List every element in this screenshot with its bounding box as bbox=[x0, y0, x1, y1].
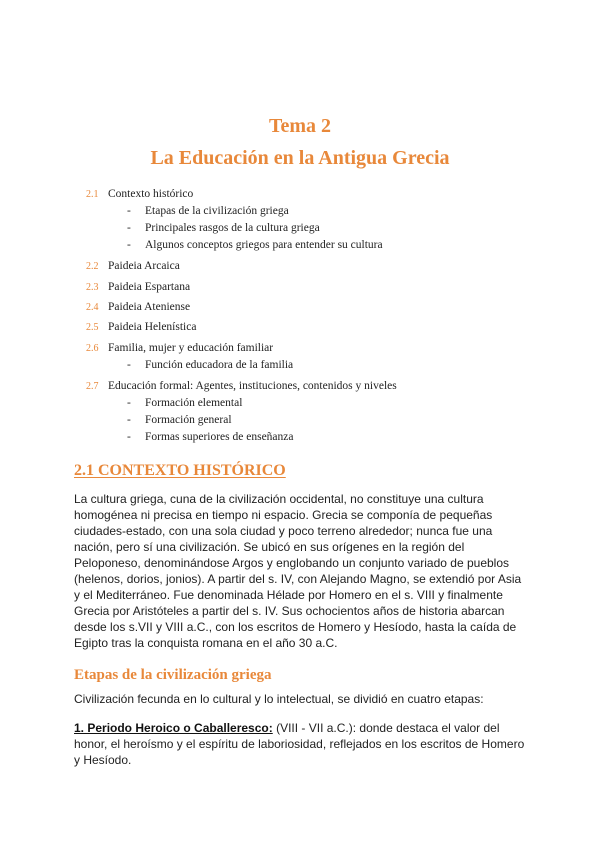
toc-subitem: - Formación general bbox=[127, 414, 232, 426]
toc-subitem: - Formas superiores de enseñanza bbox=[127, 431, 294, 443]
toc-item: 2.3 Paideia Espartana bbox=[86, 281, 191, 293]
toc-subitem: - Principales rasgos de la cultura griega bbox=[127, 222, 320, 234]
section-paragraph: La cultura griega, cuna de la civilización occidental, no constituye una cultura homogénea ni precisa en tiempo ni espacio. Grecia se componía de pequeñas ciudades-estado, con una sola ciudad y poco terreno alrededor; nunca fue una nación, pero sí una civilización. Se ubicó en sus orígenes en la región del Peloponeso, denominándose Argos y englobando un conjunto variado de pueblos (helenos, dorios, jonios). A partir del s. IV, con Alejando Magno, se extendió por Asia y el Mediterráneo. Fue denominada Hélade por Homero en el s. VIII y finalmente Grecia por Aristóteles a partir del s. IV. Sus ochocientos años de historia abarcan desde los s.VII y VIII a.C., con los escritos de Homero y Hesíodo, hasta la caída de Egipto tras la conquista romana en el año 30 a.C. bbox=[74, 492, 522, 650]
stage-item-text: (VIII - VII a.C.): donde destaca el valor del honor, el heroísmo y el espíritu de laboriosidad, reflejados en los escritos de Homero y Hesíodo. bbox=[74, 721, 525, 767]
toc-item: 2.2 Paideia Arcaica bbox=[86, 260, 180, 272]
subsection-intro: Civilización fecunda en lo cultural y lo intelectual, se dividió en cuatro etapas: bbox=[74, 692, 484, 706]
toc-item: 2.7 Educación formal: Agentes, instituciones, contenidos y niveles bbox=[86, 380, 397, 392]
document-title-line2: La Educación en la Antigua Grecia bbox=[150, 147, 450, 169]
stage-item-lead: 1. Periodo Heroico o Caballeresco: bbox=[74, 721, 273, 735]
toc-subitem: - Algunos conceptos griegos para entender su cultura bbox=[127, 239, 383, 251]
toc-subitem: - Etapas de la civilización griega bbox=[127, 205, 289, 217]
subsection-heading: Etapas de la civilización griega bbox=[74, 667, 272, 683]
toc-item: 2.4 Paideia Ateniense bbox=[86, 301, 191, 313]
section-heading: 2.1 CONTEXTO HISTÓRICO bbox=[74, 462, 286, 479]
toc-item: 2.6 Familia, mujer y educación familiar bbox=[86, 342, 274, 354]
toc-subitem: - Función educadora de la familia bbox=[127, 359, 294, 371]
toc-item: 2.5 Paideia Helenística bbox=[86, 321, 197, 333]
toc-subitem: - Formación elemental bbox=[127, 397, 243, 409]
toc-item: 2.1 Contexto histórico bbox=[86, 188, 194, 200]
stage-item bbox=[74, 720, 529, 768]
document-title-line1: Tema 2 bbox=[268, 115, 332, 137]
